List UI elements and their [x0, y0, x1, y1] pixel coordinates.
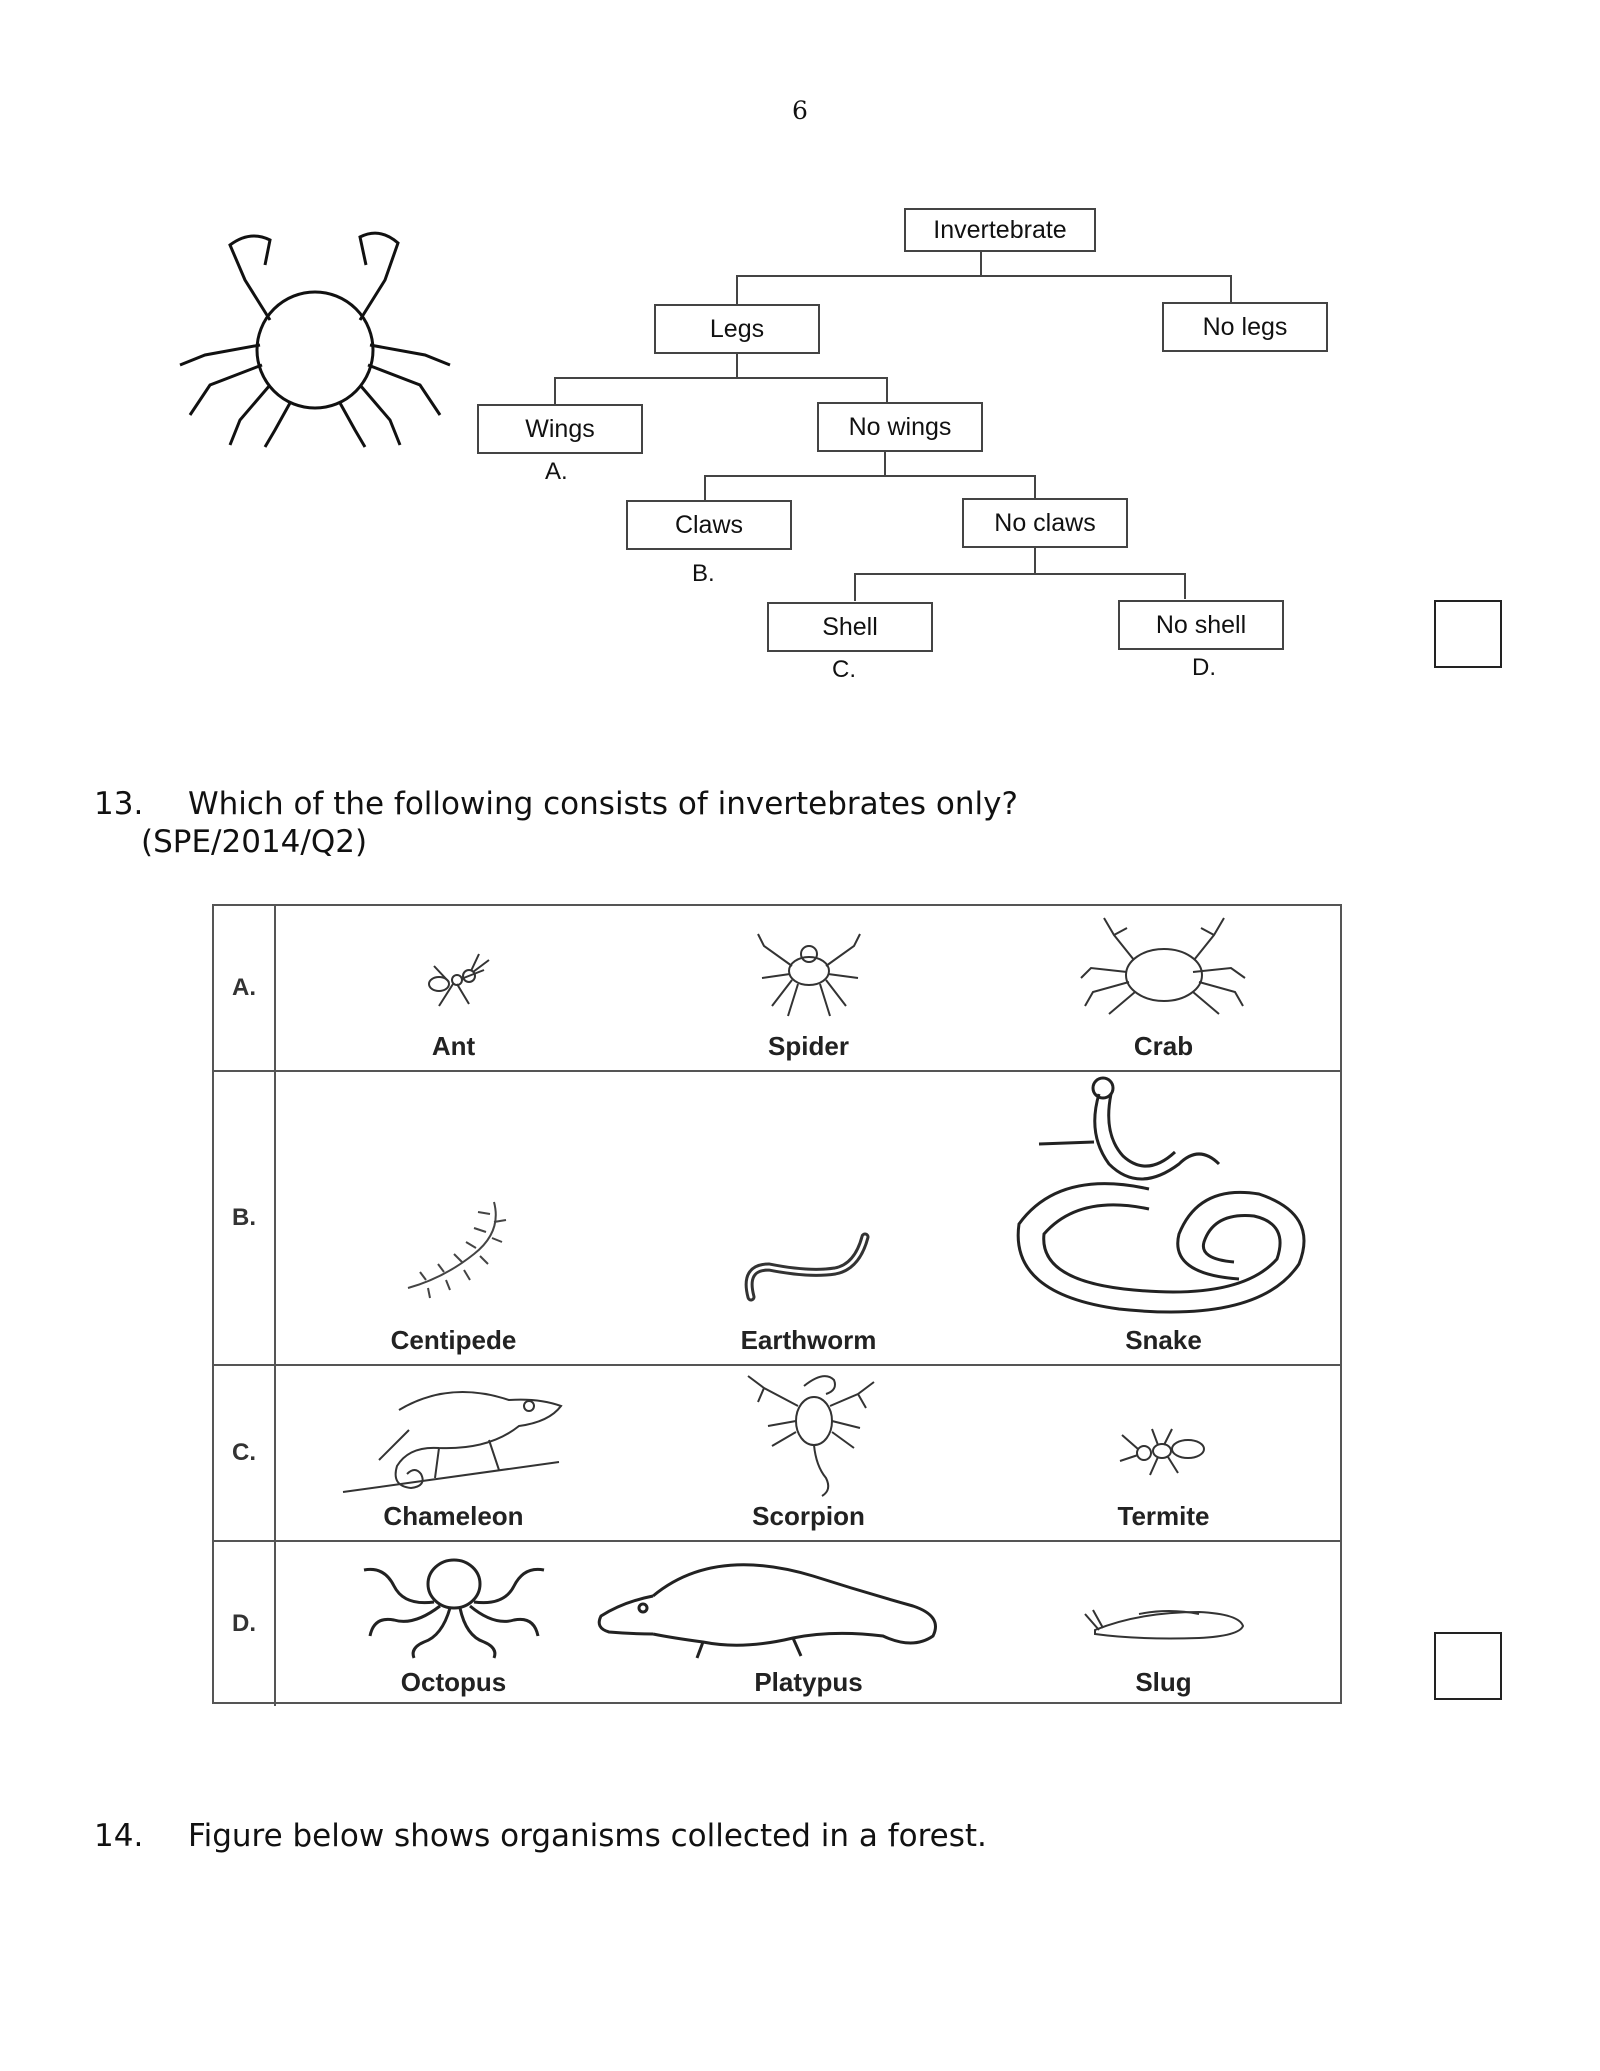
- earthworm-drawing: [739, 1227, 879, 1307]
- key-node-shell: Shell: [767, 602, 933, 652]
- key-node-legs: Legs: [654, 304, 820, 354]
- question-13-number: 13.: [94, 786, 144, 822]
- platypus-drawing: [593, 1546, 953, 1661]
- key-label-b: B.: [692, 560, 715, 587]
- question-13-reference: (SPE/2014/Q2): [141, 824, 368, 860]
- option-row-a[interactable]: [214, 906, 1340, 1072]
- animal-cell: [276, 1366, 631, 1540]
- animal-cell: [986, 1542, 1341, 1706]
- octopus-drawing: [354, 1546, 554, 1661]
- key-label-a: A.: [545, 458, 568, 485]
- key-node-no-legs: No legs: [1162, 302, 1328, 352]
- animal-name: Scorpion: [752, 1501, 865, 1531]
- key-label-d: D.: [1192, 654, 1216, 681]
- crab-drawing: [1079, 910, 1249, 1025]
- animal-name: Slug: [1135, 1667, 1192, 1697]
- animal-name: Platypus: [754, 1667, 863, 1697]
- key-node-claws: Claws: [626, 500, 792, 550]
- answer-box-13[interactable]: [1434, 1632, 1502, 1700]
- ant-drawing: [409, 946, 499, 1016]
- chameleon-drawing: [339, 1370, 569, 1500]
- key-node-invertebrate: Invertebrate: [904, 208, 1096, 252]
- animal-cell: [631, 1072, 986, 1364]
- animal-cell: [986, 1366, 1341, 1540]
- animal-cell: [631, 1366, 986, 1540]
- key-node-no-shell: No shell: [1118, 600, 1284, 650]
- answer-box-12[interactable]: [1434, 600, 1502, 668]
- option-letter: B.: [214, 1072, 276, 1364]
- animal-name: Chameleon: [383, 1501, 524, 1531]
- key-label-c: C.: [832, 656, 856, 683]
- spider-drawing: [754, 926, 864, 1021]
- termite-drawing: [1114, 1421, 1214, 1481]
- animal-name: Spider: [768, 1031, 849, 1061]
- page-number: 6: [792, 96, 808, 125]
- animal-cell: [276, 1072, 631, 1364]
- snake-drawing: [999, 1074, 1329, 1324]
- option-letter: C.: [214, 1366, 276, 1540]
- centipede-drawing: [394, 1192, 514, 1302]
- animal-name: Crab: [1133, 1031, 1194, 1061]
- option-row-c[interactable]: [214, 1366, 1340, 1542]
- animal-cell: [986, 1072, 1341, 1364]
- animal-name: Ant: [431, 1031, 476, 1061]
- option-row-b[interactable]: [214, 1072, 1340, 1366]
- animal-name: Centipede: [390, 1325, 517, 1355]
- animal-cell: [631, 1542, 986, 1706]
- option-letter: D.: [214, 1542, 276, 1706]
- animal-cell: [276, 1542, 631, 1706]
- slug-drawing: [1079, 1590, 1249, 1650]
- key-node-no-wings: No wings: [817, 402, 983, 452]
- animal-cell: [631, 906, 986, 1070]
- key-node-wings: Wings: [477, 404, 643, 454]
- animal-name: Snake: [1125, 1325, 1202, 1355]
- option-letter: A.: [214, 906, 276, 1070]
- option-row-d[interactable]: [214, 1542, 1340, 1706]
- animal-cell: [986, 906, 1341, 1070]
- animal-name: Octopus: [400, 1667, 507, 1697]
- scorpion-drawing: [734, 1366, 884, 1501]
- animal-cell: [276, 906, 631, 1070]
- animal-name: Earthworm: [740, 1325, 877, 1355]
- question-14-text: Figure below shows organisms collected in a forest.: [188, 1818, 987, 1854]
- options-table: [212, 904, 1342, 1704]
- animal-name: Termite: [1117, 1501, 1210, 1531]
- key-node-no-claws: No claws: [962, 498, 1128, 548]
- question-14-number: 14.: [94, 1818, 144, 1854]
- crab-illustration: [170, 225, 460, 450]
- question-13-text: Which of the following consists of invertebrates only?: [188, 786, 1018, 822]
